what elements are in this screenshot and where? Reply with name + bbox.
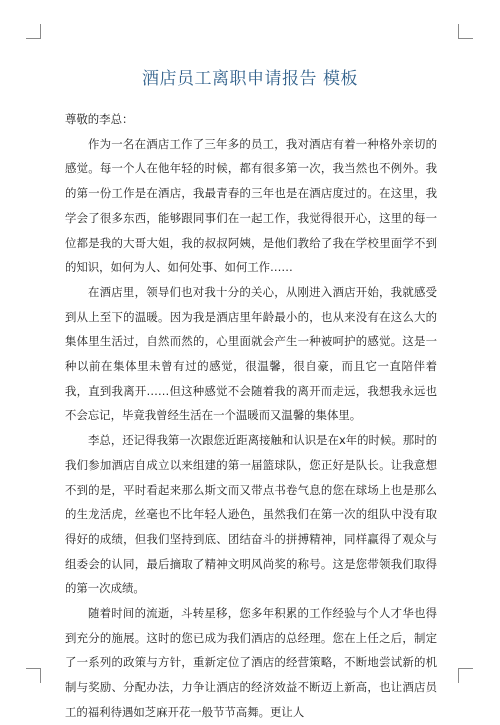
crop-mark-top-left (26, 24, 41, 39)
body-paragraph-3: 李总，还记得我第一次跟您近距离接触和认识是在x年的时候。那时的我们参加酒店自成立以来组建的第一届篮球队，您正好是队长。让我意想不到的是，平时看起来那么斯文而又带点书卷气息的您在球场上也是那么的生龙活虎，丝毫也不比年轻人逊色，虽然我们在第一次的组队中没有取得好的成绩，但我们坚持到底、团结奋斗的拼搏精神，同样赢得了观众与组委会的认同，最后摘取了精神文明风尚奖的称号。这是您带领我们取得的第一次成绩。 (65, 433, 437, 596)
crop-mark-bottom-left (26, 668, 41, 683)
body-paragraph-2: 在酒店里，领导们也对我十分的关心，从刚进入酒店开始，我就感受到从上至下的温暖。因为我是酒店里年龄最小的，也从来没有在这么大的集体里生活过，自然而然的，心里面就会产生一种被呵护的感觉。这是一种以前在集体里未曾有过的感觉，很温馨，很自豪，而且它一直陪伴着我，直到我离开……但这种感觉不会随着我的离开而走远，我想我永远也不会忘记，毕竟我曾经生活在一个温暖而又温馨的集体里。 (65, 284, 437, 423)
body-paragraph-1: 作为一名在酒店工作了三年多的员工，我对酒店有着一种格外亲切的感觉。每一个人在他年轻的时候，都有很多第一次，我当然也不例外。我的第一份工作是在酒店，我最青春的三年也是在酒店度过的。在这里，我学会了很多东西，能够跟同事们在一起工作，我觉得很开心，这里的每一位都是我的大哥大姐，我的叔叔阿姨，是他们教给了我在学校里面学不到的知识，如何为人、如何处事、如何工作…… (65, 136, 437, 275)
salutation: 尊敬的李总： (65, 112, 134, 126)
crop-mark-bottom-right (458, 668, 473, 683)
body-paragraph-4: 随着时间的流逝，斗转星移，您多年积累的工作经验与个人才华也得到充分的施展。这时的您已成为我们酒店的总经理。您在上任之后，制定了一系列的政策与方针，重新定位了酒店的经营策略，不断地尝试新的机制与奖励、分配办法，力争让酒店的经济效益不断迈上新高，也让酒店员工的福利待遇如芝麻开花一般节节高舞。更让人 (65, 606, 437, 719)
document-body (65, 107, 437, 725)
document-title: 酒店员工离职申请报告 模板 (142, 69, 358, 89)
crop-mark-top-right (458, 24, 473, 39)
